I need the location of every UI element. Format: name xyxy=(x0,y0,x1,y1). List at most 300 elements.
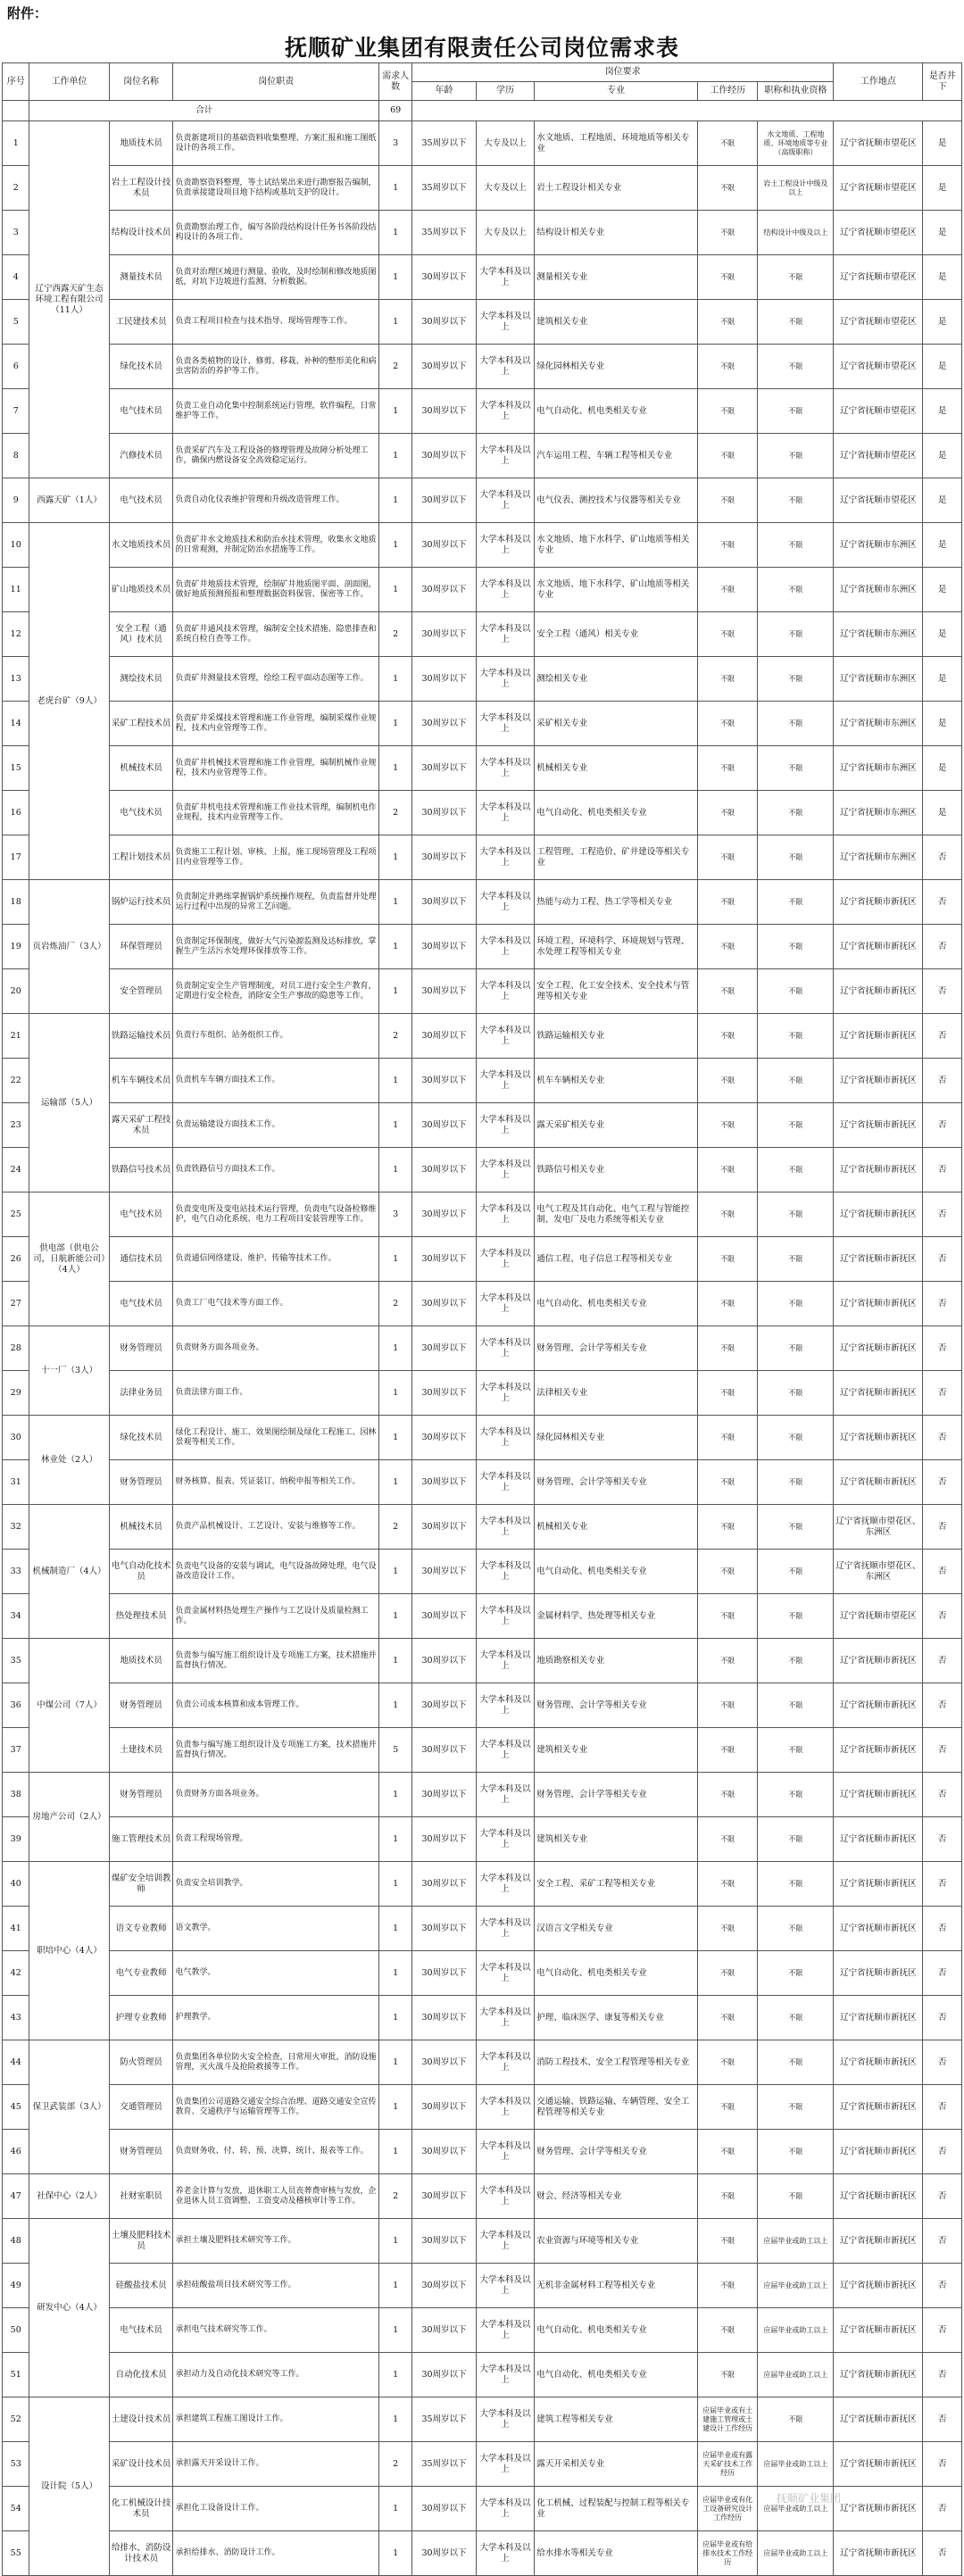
cell-major: 地质勘察相关专业 xyxy=(535,1639,698,1683)
cell-seq: 11 xyxy=(3,568,29,612)
cell-edu: 大学本科及以上 xyxy=(476,2308,534,2353)
cell-major: 电气自动化、机电类相关专业 xyxy=(535,2353,698,2397)
cell-underground: 是 xyxy=(923,166,962,211)
cell-count: 1 xyxy=(379,2308,412,2353)
cell-count: 1 xyxy=(379,880,412,925)
table-row xyxy=(3,345,962,389)
cell-edu: 大学本科及以上 xyxy=(476,1907,534,1951)
table-row xyxy=(3,1773,962,1817)
cell-seq: 10 xyxy=(3,523,29,568)
cell-position: 财务管理员 xyxy=(109,1683,173,1728)
cell-count: 1 xyxy=(379,2264,412,2308)
cell-major: 安全工程、化工安全技术、安全技术与管理等相关专业 xyxy=(535,969,698,1014)
cell-edu: 大学本科及以上 xyxy=(476,1014,534,1059)
cell-edu: 大学本科及以上 xyxy=(476,568,534,612)
cell-unit: 辽宁西露天矿生态环境工程有限公司（11人） xyxy=(29,121,109,478)
cell-duty: 负责矿井采煤技术管理和施工作业管理，编制采煤作业规程，技术内业管理等工作。 xyxy=(173,702,379,746)
cell-age: 30周岁以下 xyxy=(412,345,477,389)
cell-qualification: 不限 xyxy=(758,1237,834,1282)
cell-location: 辽宁省抚顺市新抚区 xyxy=(834,1014,923,1059)
cell-underground: 否 xyxy=(923,1282,962,1326)
cell-age: 30周岁以下 xyxy=(412,2531,477,2576)
cell-location: 辽宁省抚顺市新抚区 xyxy=(834,1326,923,1371)
cell-age: 30周岁以下 xyxy=(412,2085,477,2130)
cell-qualification: 不限 xyxy=(758,1817,834,1862)
cell-seq: 52 xyxy=(3,2397,29,2442)
cell-age: 30周岁以下 xyxy=(412,1639,477,1683)
cell-exp: 不限 xyxy=(697,702,757,746)
cell-exp: 不限 xyxy=(697,1371,757,1416)
cell-edu: 大学本科及以上 xyxy=(476,1550,534,1594)
cell-location: 辽宁省抚顺市望花区 xyxy=(834,478,923,523)
cell-exp: 不限 xyxy=(697,1594,757,1639)
cell-duty: 负责矿井机电技术管理和施工作业技术管理，编制机电作业规程，技术内业管理等工作。 xyxy=(173,791,379,835)
cell-underground: 否 xyxy=(923,1371,962,1416)
cell-count: 1 xyxy=(379,1326,412,1371)
cell-location: 辽宁省抚顺市新抚区 xyxy=(834,2085,923,2130)
cell-underground: 否 xyxy=(923,2040,962,2085)
cell-age: 30周岁以下 xyxy=(412,1683,477,1728)
cell-count: 1 xyxy=(379,835,412,880)
cell-major: 铁路信号相关专业 xyxy=(535,1148,698,1192)
cell-age: 30周岁以下 xyxy=(412,2308,477,2353)
cell-exp: 不限 xyxy=(697,2040,757,2085)
cell-seq: 55 xyxy=(3,2531,29,2576)
table-row xyxy=(3,478,962,523)
cell-position: 地质技术员 xyxy=(109,121,173,166)
cell-count: 1 xyxy=(379,166,412,211)
cell-underground: 否 xyxy=(923,1460,962,1505)
cell-age: 30周岁以下 xyxy=(412,1148,477,1192)
cell-edu: 大学本科及以上 xyxy=(476,1460,534,1505)
cell-age: 30周岁以下 xyxy=(412,2487,477,2531)
cell-exp: 不限 xyxy=(697,255,757,300)
table-row xyxy=(3,255,962,300)
cell-count: 1 xyxy=(379,1773,412,1817)
cell-major: 机车车辆相关专业 xyxy=(535,1059,698,1103)
cell-qualification: 不限 xyxy=(758,1907,834,1951)
cell-position: 绿化技术员 xyxy=(109,345,173,389)
cell-major: 安全工程（通风）相关专业 xyxy=(535,612,698,657)
cell-position: 电气技术员 xyxy=(109,1192,173,1237)
cell-qualification: 不限 xyxy=(758,1728,834,1773)
cell-edu: 大学本科及以上 xyxy=(476,300,534,345)
cell-exp: 不限 xyxy=(697,1192,757,1237)
cell-duty: 负责制定安全生产管理制度，对员工进行安全生产教育，定期进行安全检查，消除安全生产事故的隐患等工作。 xyxy=(173,969,379,1014)
cell-seq: 46 xyxy=(3,2130,29,2174)
cell-seq: 14 xyxy=(3,702,29,746)
cell-duty: 承担化工设备设计工作。 xyxy=(173,2487,379,2531)
header-exp: 工作经历 xyxy=(697,82,757,101)
cell-unit: 老虎台矿（9人） xyxy=(29,523,109,880)
header-duty: 岗位职责 xyxy=(173,63,379,101)
cell-location: 辽宁省抚顺市新抚区 xyxy=(834,2219,923,2264)
cell-location: 辽宁省抚顺市新抚区 xyxy=(834,1416,923,1460)
cell-seq: 16 xyxy=(3,791,29,835)
cell-seq: 2 xyxy=(3,166,29,211)
cell-location: 辽宁省抚顺市新抚区 xyxy=(834,1148,923,1192)
cell-count: 1 xyxy=(379,702,412,746)
cell-position: 铁路运输技术员 xyxy=(109,1014,173,1059)
cell-position: 水文地质技术员 xyxy=(109,523,173,568)
cell-underground: 否 xyxy=(923,1594,962,1639)
cell-position: 化工机械设计技术员 xyxy=(109,2487,173,2531)
cell-count: 1 xyxy=(379,1683,412,1728)
cell-exp: 不限 xyxy=(697,1505,757,1550)
cell-duty: 负责新建项目的基础资料收集整理、方案汇报和施工图纸设计的各项工作。 xyxy=(173,121,379,166)
table-row xyxy=(3,1416,962,1460)
cell-count: 2 xyxy=(379,2442,412,2487)
table-row xyxy=(3,1282,962,1326)
cell-edu: 大学本科及以上 xyxy=(476,1505,534,1550)
cell-location: 辽宁省抚顺市新抚区 xyxy=(834,1862,923,1907)
cell-edu: 大学本科及以上 xyxy=(476,2174,534,2219)
cell-edu: 大学本科及以上 xyxy=(476,1282,534,1326)
cell-position: 财务管理员 xyxy=(109,1326,173,1371)
cell-position: 汽修技术员 xyxy=(109,434,173,478)
cell-underground: 否 xyxy=(923,1773,962,1817)
cell-count: 1 xyxy=(379,925,412,969)
cell-position: 矿山地质技术员 xyxy=(109,568,173,612)
cell-exp: 不限 xyxy=(697,746,757,791)
cell-unit: 运输部（5人） xyxy=(29,1014,109,1192)
cell-position: 绿化技术员 xyxy=(109,1416,173,1460)
cell-count: 1 xyxy=(379,1817,412,1862)
cell-major: 农业资源与环境等相关专业 xyxy=(535,2219,698,2264)
cell-age: 30周岁以下 xyxy=(412,969,477,1014)
cell-unit: 西露天矿（1人） xyxy=(29,478,109,523)
cell-exp: 应届毕业或有土建施工管理或土建设计工作经历 xyxy=(697,2397,757,2442)
cell-exp: 不限 xyxy=(697,1728,757,1773)
cell-underground: 是 xyxy=(923,523,962,568)
cell-seq: 5 xyxy=(3,300,29,345)
cell-major: 电气自动化、机电类相关专业 xyxy=(535,791,698,835)
cell-location: 辽宁省抚顺市新抚区 xyxy=(834,2531,923,2576)
cell-age: 30周岁以下 xyxy=(412,1282,477,1326)
cell-duty: 养老金计算与发放，退休职工人员丧葬费审核与发放，企业退休人员工资调整、工资变动及稽核审计等工作。 xyxy=(173,2174,379,2219)
cell-age: 30周岁以下 xyxy=(412,1237,477,1282)
cell-edu: 大学本科及以上 xyxy=(476,389,534,434)
cell-count: 2 xyxy=(379,2174,412,2219)
cell-count: 1 xyxy=(379,746,412,791)
cell-qualification: 应届毕业或助工以上 xyxy=(758,2308,834,2353)
cell-underground: 否 xyxy=(923,2085,962,2130)
cell-major: 岩土工程设计相关专业 xyxy=(535,166,698,211)
cell-count: 1 xyxy=(379,1460,412,1505)
cell-position: 热处理技术员 xyxy=(109,1594,173,1639)
cell-major: 汽车运用工程、车辆工程等相关专业 xyxy=(535,434,698,478)
header-age: 年龄 xyxy=(412,82,477,101)
cell-seq: 17 xyxy=(3,835,29,880)
cell-exp: 应届毕业或有给排水技术工作经历 xyxy=(697,2531,757,2576)
cell-qualification: 不限 xyxy=(758,478,834,523)
cell-underground: 否 xyxy=(923,1907,962,1951)
cell-age: 30周岁以下 xyxy=(412,523,477,568)
cell-major: 电气自动化、机电类相关专业 xyxy=(535,2308,698,2353)
cell-location: 辽宁省抚顺市新抚区 xyxy=(834,969,923,1014)
cell-location: 辽宁省抚顺市东洲区 xyxy=(834,523,923,568)
cell-location: 辽宁省抚顺市望花区 xyxy=(834,121,923,166)
cell-exp: 不限 xyxy=(697,1773,757,1817)
header-count: 需求人数 xyxy=(379,63,412,101)
cell-underground: 否 xyxy=(923,1416,962,1460)
cell-seq: 41 xyxy=(3,1907,29,1951)
cell-duty: 负责集团各单位防火安全检查，日常用火审批，消防设施管理，灭火战斗及抢险救援等工作。 xyxy=(173,2040,379,2085)
cell-seq: 39 xyxy=(3,1817,29,1862)
cell-location: 辽宁省抚顺市新抚区 xyxy=(834,2397,923,2442)
cell-position: 自动化技术员 xyxy=(109,2353,173,2397)
cell-position: 电气技术员 xyxy=(109,389,173,434)
cell-age: 30周岁以下 xyxy=(412,1996,477,2040)
cell-position: 电气技术员 xyxy=(109,2308,173,2353)
cell-qualification: 结构设计中级及以上 xyxy=(758,211,834,255)
cell-position: 土壤及肥料技术员 xyxy=(109,2219,173,2264)
cell-edu: 大学本科及以上 xyxy=(476,1059,534,1103)
cell-seq: 15 xyxy=(3,746,29,791)
cell-duty: 负责采矿汽车及工程设备的修理管理及故障分析处理工作，确保内燃设备安全高效稳定运行。 xyxy=(173,434,379,478)
cell-age: 35周岁以下 xyxy=(412,211,477,255)
cell-location: 辽宁省抚顺市东洲区 xyxy=(834,657,923,702)
cell-duty: 负责工程现场管理。 xyxy=(173,1817,379,1862)
cell-qualification: 不限 xyxy=(758,1192,834,1237)
cell-exp: 不限 xyxy=(697,478,757,523)
cell-major: 汉语言文学相关专业 xyxy=(535,1907,698,1951)
cell-location: 辽宁省抚顺市东洲区 xyxy=(834,791,923,835)
cell-count: 1 xyxy=(379,255,412,300)
cell-underground: 是 xyxy=(923,746,962,791)
cell-major: 财务管理、会计学等相关专业 xyxy=(535,1326,698,1371)
cell-count: 1 xyxy=(379,434,412,478)
cell-age: 30周岁以下 xyxy=(412,1371,477,1416)
cell-major: 机械相关专业 xyxy=(535,1505,698,1550)
cell-age: 30周岁以下 xyxy=(412,1103,477,1148)
cell-exp: 不限 xyxy=(697,1951,757,1996)
cell-exp: 不限 xyxy=(697,211,757,255)
cell-edu: 大学本科及以上 xyxy=(476,1371,534,1416)
cell-qualification: 应届毕业或助工以上 xyxy=(758,2442,834,2487)
cell-exp: 不限 xyxy=(697,300,757,345)
table-row xyxy=(3,1639,962,1683)
cell-underground: 否 xyxy=(923,2442,962,2487)
cell-count: 1 xyxy=(379,1148,412,1192)
cell-location: 辽宁省抚顺市新抚区 xyxy=(834,1237,923,1282)
cell-underground: 否 xyxy=(923,1550,962,1594)
table-body xyxy=(3,101,962,2576)
cell-seq: 53 xyxy=(3,2442,29,2487)
table-row xyxy=(3,2040,962,2085)
cell-exp: 不限 xyxy=(697,568,757,612)
cell-position: 电气技术员 xyxy=(109,1282,173,1326)
cell-position: 工民建技术员 xyxy=(109,300,173,345)
cell-exp: 不限 xyxy=(697,880,757,925)
cell-duty: 负责产品机械设计、工艺设计、安装与维修等工作。 xyxy=(173,1505,379,1550)
cell-count: 1 xyxy=(379,1237,412,1282)
table-row xyxy=(3,2130,962,2174)
header-unit: 工作单位 xyxy=(29,63,109,101)
cell-seq: 44 xyxy=(3,2040,29,2085)
cell-location: 辽宁省抚顺市新抚区 xyxy=(834,2487,923,2531)
cell-age: 30周岁以下 xyxy=(412,1460,477,1505)
cell-location: 辽宁省抚顺市新抚区 xyxy=(834,1996,923,2040)
cell-seq: 42 xyxy=(3,1951,29,1996)
cell-position: 机车车辆技术员 xyxy=(109,1059,173,1103)
cell-major: 财务管理、会计学等相关专业 xyxy=(535,2130,698,2174)
cell-location: 辽宁省抚顺市东洲区 xyxy=(834,612,923,657)
cell-exp: 不限 xyxy=(697,2264,757,2308)
cell-position: 采矿设计技术员 xyxy=(109,2442,173,2487)
cell-underground: 否 xyxy=(923,1817,962,1862)
cell-underground: 否 xyxy=(923,2397,962,2442)
cell-major: 给水排水等相关专业 xyxy=(535,2531,698,2576)
cell-qualification: 不限 xyxy=(758,255,834,300)
cell-position: 岩土工程设计技术员 xyxy=(109,166,173,211)
table-row xyxy=(3,1817,962,1862)
cell-edu: 大学本科及以上 xyxy=(476,925,534,969)
cell-unit: 社保中心（2人） xyxy=(29,2174,109,2219)
table-row xyxy=(3,1460,962,1505)
cell-major: 金属材料学、热处理等相关专业 xyxy=(535,1594,698,1639)
cell-exp: 不限 xyxy=(697,1862,757,1907)
cell-age: 30周岁以下 xyxy=(412,1550,477,1594)
cell-age: 30周岁以下 xyxy=(412,702,477,746)
table-row xyxy=(3,523,962,568)
cell-count: 1 xyxy=(379,478,412,523)
cell-underground: 是 xyxy=(923,434,962,478)
cell-unit: 供电部（供电公司，日航新能公司）（4人） xyxy=(29,1192,109,1326)
cell-major: 建筑相关专业 xyxy=(535,1728,698,1773)
table-row xyxy=(3,389,962,434)
cell-exp: 不限 xyxy=(697,1282,757,1326)
cell-age: 30周岁以下 xyxy=(412,2219,477,2264)
total-blank-1 xyxy=(3,101,29,121)
cell-seq: 49 xyxy=(3,2264,29,2308)
cell-position: 法律业务员 xyxy=(109,1371,173,1416)
cell-age: 30周岁以下 xyxy=(412,2040,477,2085)
total-blank-2 xyxy=(412,101,962,121)
cell-duty: 承担土壤及肥料技术研究等工作。 xyxy=(173,2219,379,2264)
cell-duty: 负责财务方面各项业务。 xyxy=(173,1326,379,1371)
cell-location: 辽宁省抚顺市望花区 xyxy=(834,255,923,300)
table-row xyxy=(3,568,962,612)
cell-exp: 不限 xyxy=(697,2085,757,2130)
cell-age: 30周岁以下 xyxy=(412,2130,477,2174)
cell-underground: 是 xyxy=(923,255,962,300)
cell-edu: 大专及以上 xyxy=(476,121,534,166)
cell-duty: 负责公司成本核算和成本管理工作。 xyxy=(173,1683,379,1728)
cell-major: 通信工程、电子信息工程等相关专业 xyxy=(535,1237,698,1282)
cell-duty: 负责通信网络建设、维护、传输等技术工作。 xyxy=(173,1237,379,1282)
cell-unit: 十一厂（3人） xyxy=(29,1326,109,1416)
cell-exp: 不限 xyxy=(697,612,757,657)
cell-age: 30周岁以下 xyxy=(412,1907,477,1951)
table-row xyxy=(3,2353,962,2397)
cell-position: 财务管理员 xyxy=(109,2130,173,2174)
cell-age: 30周岁以下 xyxy=(412,2174,477,2219)
cell-edu: 大专及以上 xyxy=(476,166,534,211)
cell-location: 辽宁省抚顺市新抚区 xyxy=(834,1639,923,1683)
cell-qualification: 不限 xyxy=(758,1639,834,1683)
cell-exp: 不限 xyxy=(697,2308,757,2353)
table-row xyxy=(3,791,962,835)
cell-underground: 否 xyxy=(923,1996,962,2040)
cell-qualification: 不限 xyxy=(758,2085,834,2130)
total-count: 69 xyxy=(379,101,412,121)
table-row xyxy=(3,746,962,791)
cell-count: 1 xyxy=(379,2531,412,2576)
cell-edu: 大学本科及以上 xyxy=(476,1817,534,1862)
cell-qualification: 不限 xyxy=(758,2397,834,2442)
table-row xyxy=(3,121,962,166)
cell-position: 机械技术员 xyxy=(109,1505,173,1550)
cell-qualification: 不限 xyxy=(758,1505,834,1550)
cell-duty: 负责勘察资料整理，等土试结果出来进行勘察报告编制，负责承接建设项目地下结构或基坑支护的设计。 xyxy=(173,166,379,211)
cell-major: 结构设计相关专业 xyxy=(535,211,698,255)
cell-duty: 负责金属材料热处理生产操作与工艺设计及质量检测工作。 xyxy=(173,1594,379,1639)
cell-edu: 大学本科及以上 xyxy=(476,2353,534,2397)
cell-duty: 负责财务方面各项业务。 xyxy=(173,1773,379,1817)
cell-qualification: 不限 xyxy=(758,434,834,478)
cell-qualification: 不限 xyxy=(758,2130,834,2174)
header-underground: 是否井下 xyxy=(923,63,962,101)
cell-count: 1 xyxy=(379,1996,412,2040)
cell-duty: 承担电气技术研究等工作。 xyxy=(173,2308,379,2353)
cell-edu: 大学本科及以上 xyxy=(476,1103,534,1148)
cell-location: 辽宁省抚顺市新抚区 xyxy=(834,925,923,969)
header-position: 岗位名称 xyxy=(109,63,173,101)
cell-location: 辽宁省抚顺市新抚区 xyxy=(834,2308,923,2353)
cell-exp: 不限 xyxy=(697,1103,757,1148)
cell-count: 1 xyxy=(379,1862,412,1907)
cell-exp: 不限 xyxy=(697,121,757,166)
cell-seq: 35 xyxy=(3,1639,29,1683)
cell-position: 结构设计技术员 xyxy=(109,211,173,255)
cell-age: 30周岁以下 xyxy=(412,925,477,969)
cell-underground: 否 xyxy=(923,1014,962,1059)
cell-edu: 大学本科及以上 xyxy=(476,1639,534,1683)
cell-edu: 大学本科及以上 xyxy=(476,2130,534,2174)
cell-major: 电气自动化、机电类相关专业 xyxy=(535,1951,698,1996)
cell-exp: 不限 xyxy=(697,2219,757,2264)
cell-underground: 否 xyxy=(923,1728,962,1773)
cell-qualification: 不限 xyxy=(758,969,834,1014)
table-row xyxy=(3,969,962,1014)
cell-seq: 33 xyxy=(3,1550,29,1594)
cell-qualification: 不限 xyxy=(758,702,834,746)
cell-exp: 不限 xyxy=(697,434,757,478)
cell-position: 露天采矿工程技术员 xyxy=(109,1103,173,1148)
cell-seq: 23 xyxy=(3,1103,29,1148)
cell-edu: 大学本科及以上 xyxy=(476,1862,534,1907)
cell-seq: 1 xyxy=(3,121,29,166)
cell-age: 30周岁以下 xyxy=(412,478,477,523)
cell-position: 施工管理技术员 xyxy=(109,1817,173,1862)
cell-count: 1 xyxy=(379,1639,412,1683)
cell-edu: 大学本科及以上 xyxy=(476,657,534,702)
cell-position: 护理专业教师 xyxy=(109,1996,173,2040)
cell-location: 辽宁省抚顺市新抚区 xyxy=(834,1059,923,1103)
cell-major: 建筑相关专业 xyxy=(535,300,698,345)
cell-underground: 否 xyxy=(923,1326,962,1371)
cell-age: 30周岁以下 xyxy=(412,1594,477,1639)
cell-underground: 否 xyxy=(923,2487,962,2531)
table-row xyxy=(3,2174,962,2219)
cell-location: 辽宁省抚顺市新抚区 xyxy=(834,1728,923,1773)
cell-major: 露天开采相关专业 xyxy=(535,2442,698,2487)
cell-underground: 是 xyxy=(923,478,962,523)
cell-qualification: 不限 xyxy=(758,925,834,969)
cell-duty: 负责矿井机械技术管理和施工作业管理，编制机械作业规程，技术内业管理等工作。 xyxy=(173,746,379,791)
cell-location: 辽宁省抚顺市新抚区 xyxy=(834,2442,923,2487)
